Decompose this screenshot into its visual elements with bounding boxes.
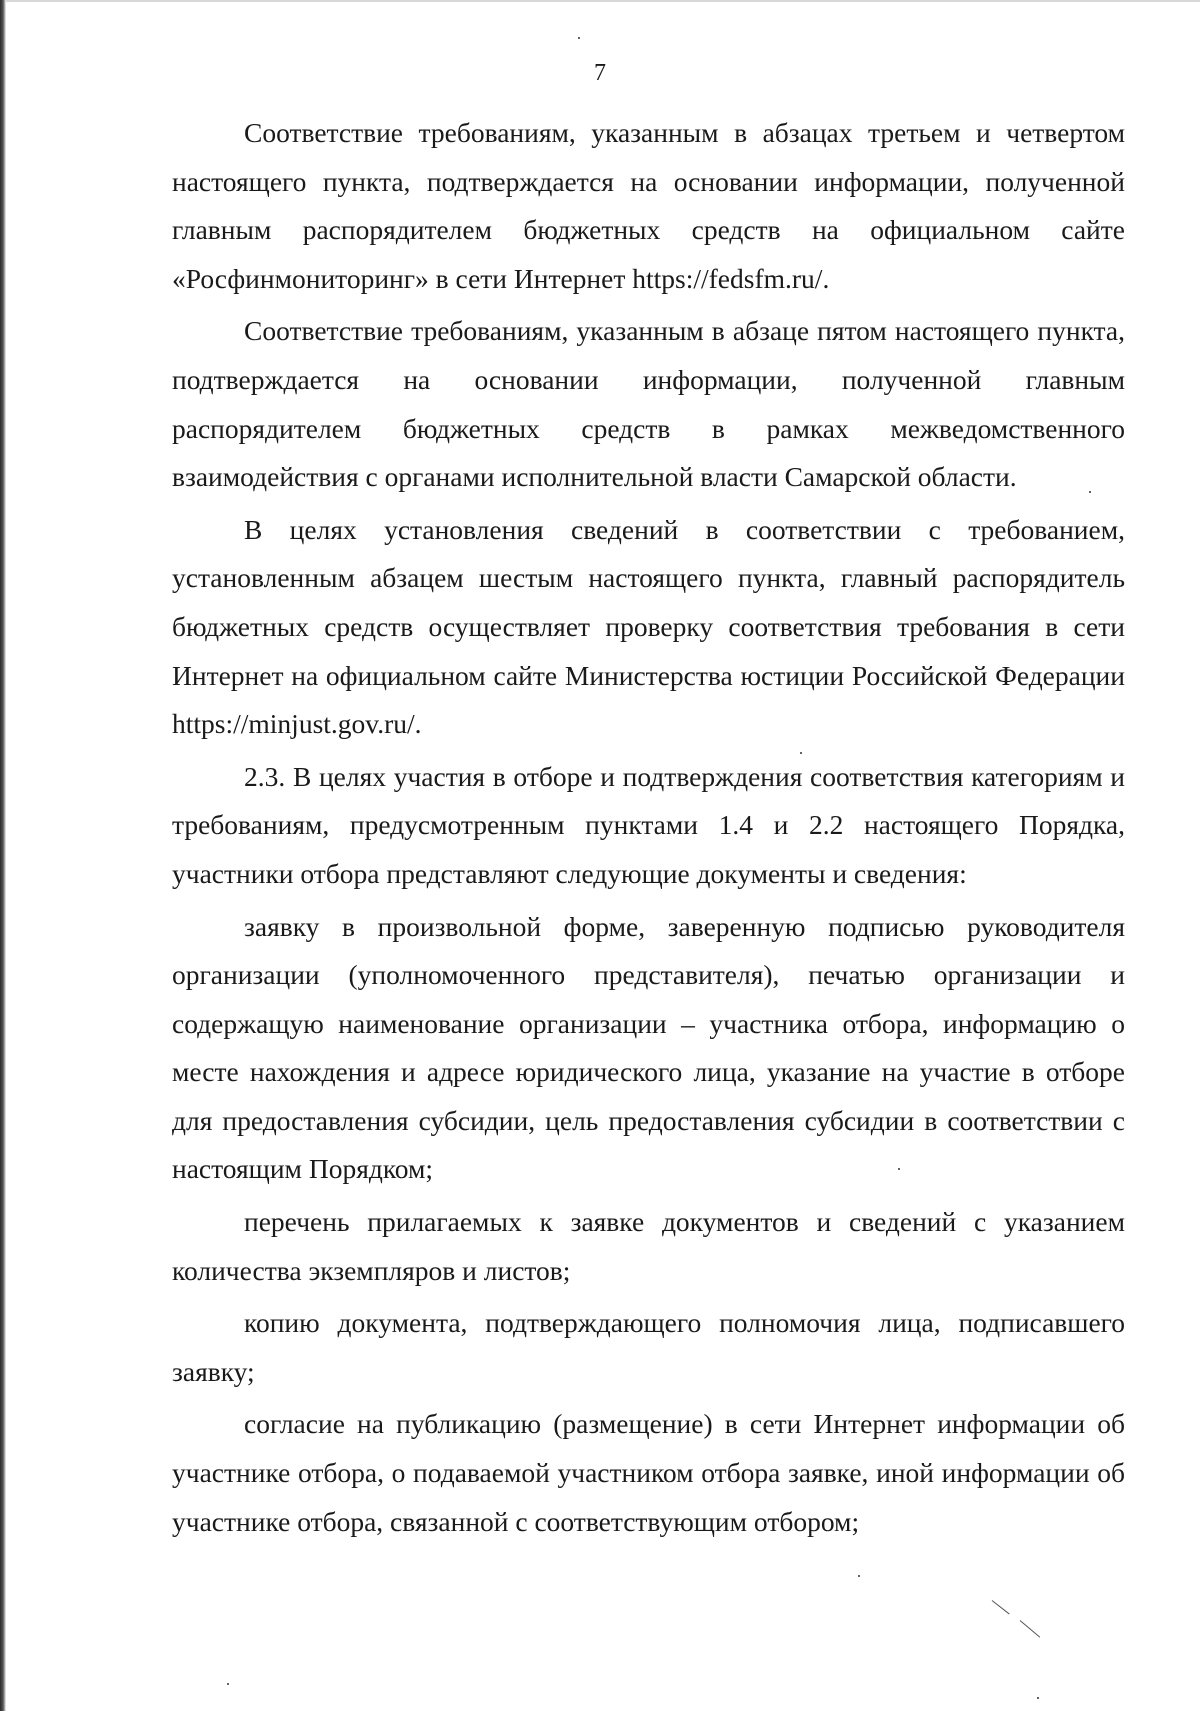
paragraph-fedsfm-requirement: Соответствие требованиям, указанным в абзацах третьем и четвертом настоящего пункта, подтверждается на основании информации, полученной главным распорядителем бюджетных средств на официальном сайте «Росфинмониторинг» в сети Интернет https://fedsfm.ru/. <box>172 117 1125 294</box>
scan-mark <box>1020 1620 1041 1637</box>
scan-speck <box>578 37 580 39</box>
scan-speck <box>1089 491 1091 493</box>
page-number: 7 <box>594 60 606 86</box>
list-item-publication-consent: согласие на публикацию (размещение) в сети Интернет информации об участнике отбора, о подаваемой участником отбора заявке, иной информации об участнике отбора, связанной с соответствующим отбором; <box>172 1408 1125 1537</box>
scan-left-edge <box>0 0 6 1711</box>
paragraph-interagency-requirement: Соответствие требованиям, указанным в абзаце пятом настоящего пункта, подтверждается на основании информации, полученной главным распорядителем бюджетных средств в рамках межведомственного взаимодействия с органами исполнительной власти Самарской области. <box>172 315 1125 493</box>
list-item-document-list: перечень прилагаемых к заявке документов и сведений с указанием количества экземпляров и листов; <box>172 1206 1125 1286</box>
list-item-authority-copy: копию документа, подтверждающего полномочия лица, подписавшего заявку; <box>172 1307 1125 1387</box>
scan-speck <box>858 1575 860 1577</box>
scan-speck <box>1037 1697 1039 1699</box>
paragraph-minjust-check: В целях установления сведений в соответствии с требованием, установленным абзацем шестым настоящего пункта, главный распорядитель бюджетных средств осуществляет проверку соответствия требования в сети Интернет на официальном сайте Министерства юстиции Российской Федерации https://minjust.gov.ru/. <box>172 513 1125 740</box>
scan-speck <box>227 1683 229 1685</box>
document-body <box>172 109 1125 1546</box>
paragraph-section-2-3: 2.3. В целях участия в отборе и подтверждения соответствия категориям и требованиям, предусмотренным пунктами 1.4 и 2.2 настоящего Порядка, участники отбора представляют следующие документы и сведения: <box>172 760 1125 889</box>
scan-mark <box>992 1600 1010 1614</box>
list-item-application: заявку в произвольной форме, заверенную подписью руководителя организации (уполномоченного представителя), печатью организации и содержащую наименование организации – участника отбора, информацию о месте нахождения и адресе юридического лица, указание на участие в отборе для предоставления субсидии, цель предоставления субсидии в соответствии с настоящим Порядком; <box>172 910 1125 1185</box>
scan-top-edge <box>0 0 1200 2</box>
scan-speck <box>898 1168 900 1170</box>
scan-speck <box>800 752 802 754</box>
